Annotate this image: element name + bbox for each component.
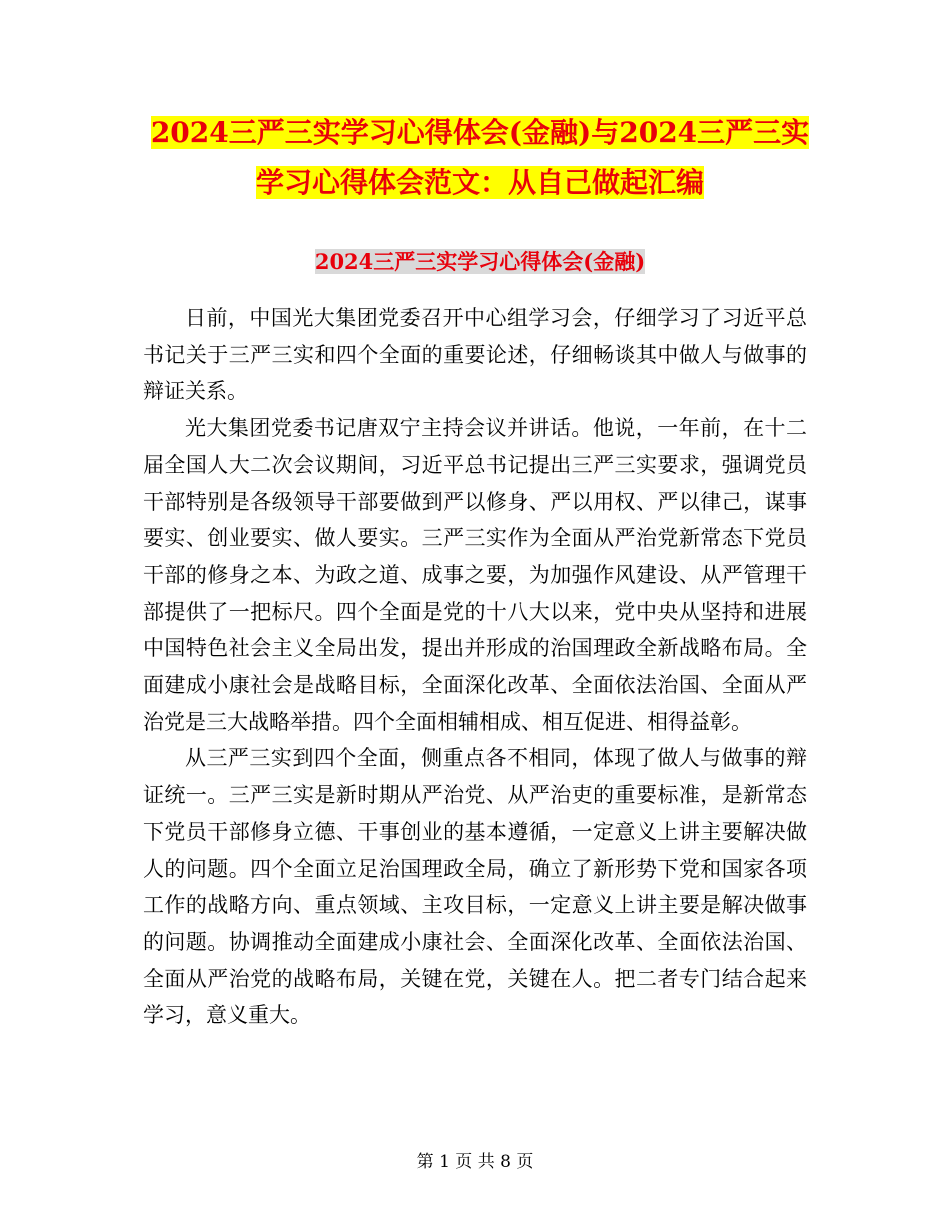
paragraph: 光大集团党委书记唐双宁主持会议并讲话。他说，一年前，在十二届全国人大二次会议期间，习近平总书记提出三严三实要求，强调党员干部特别是各级领导干部要做到严以修身、严以用权、严以律己，谋事要实、创业要实、做人要实。三严三实作为全面从严治党新常态下党员干部的修身之本、为政之道、成事之要，为加强作风建设、从严管理干部提供了一把标尺。四个全面是党的十八大以来，党中央从坚持和进展中国特色社会主义全局出发，提出并形成的治国理政全新战略布局。全面建成小康社会是战略目标，全面深化改革、全面依法治国、全面从严治党是三大战略举措。四个全面相辅相成、相互促进、相得益彰。: [143, 416, 807, 734]
document-title-text: 2024三严三实学习心得体会(金融)与2024三严三实学习心得体会范文：从自己做起汇编: [150, 116, 810, 199]
document-title: [140, 108, 820, 208]
paragraph: 从三严三实到四个全面，侧重点各不相同，体现了做人与做事的辩证统一。三严三实是新时期从严治党、从严治吏的重要标准，是新常态下党员干部修身立德、干事创业的基本遵循，一定意义上讲主要解决做人的问题。四个全面立足治国理政全局，确立了新形势下党和国家各项工作的战略方向、重点领域、主攻目标，一定意义上讲主要是解决做事的问题。协调推动全面建成小康社会、全面深化改革、全面依法治国、全面从严治党的战略布局，关键在党，关键在人。把二者专门结合起来学习，意义重大。: [143, 746, 807, 1028]
page-footer: 第 1 页 共 8 页: [416, 1152, 534, 1172]
section-heading-text: 2024三严三实学习心得体会(金融): [314, 249, 646, 274]
section-heading: [140, 244, 820, 280]
body-text: [143, 300, 807, 1034]
paragraph: 日前，中国光大集团党委召开中心组学习会，仔细学习了习近平总书记关于三严三实和四个全面的重要论述，仔细畅谈其中做人与做事的辩证关系。: [143, 306, 807, 404]
